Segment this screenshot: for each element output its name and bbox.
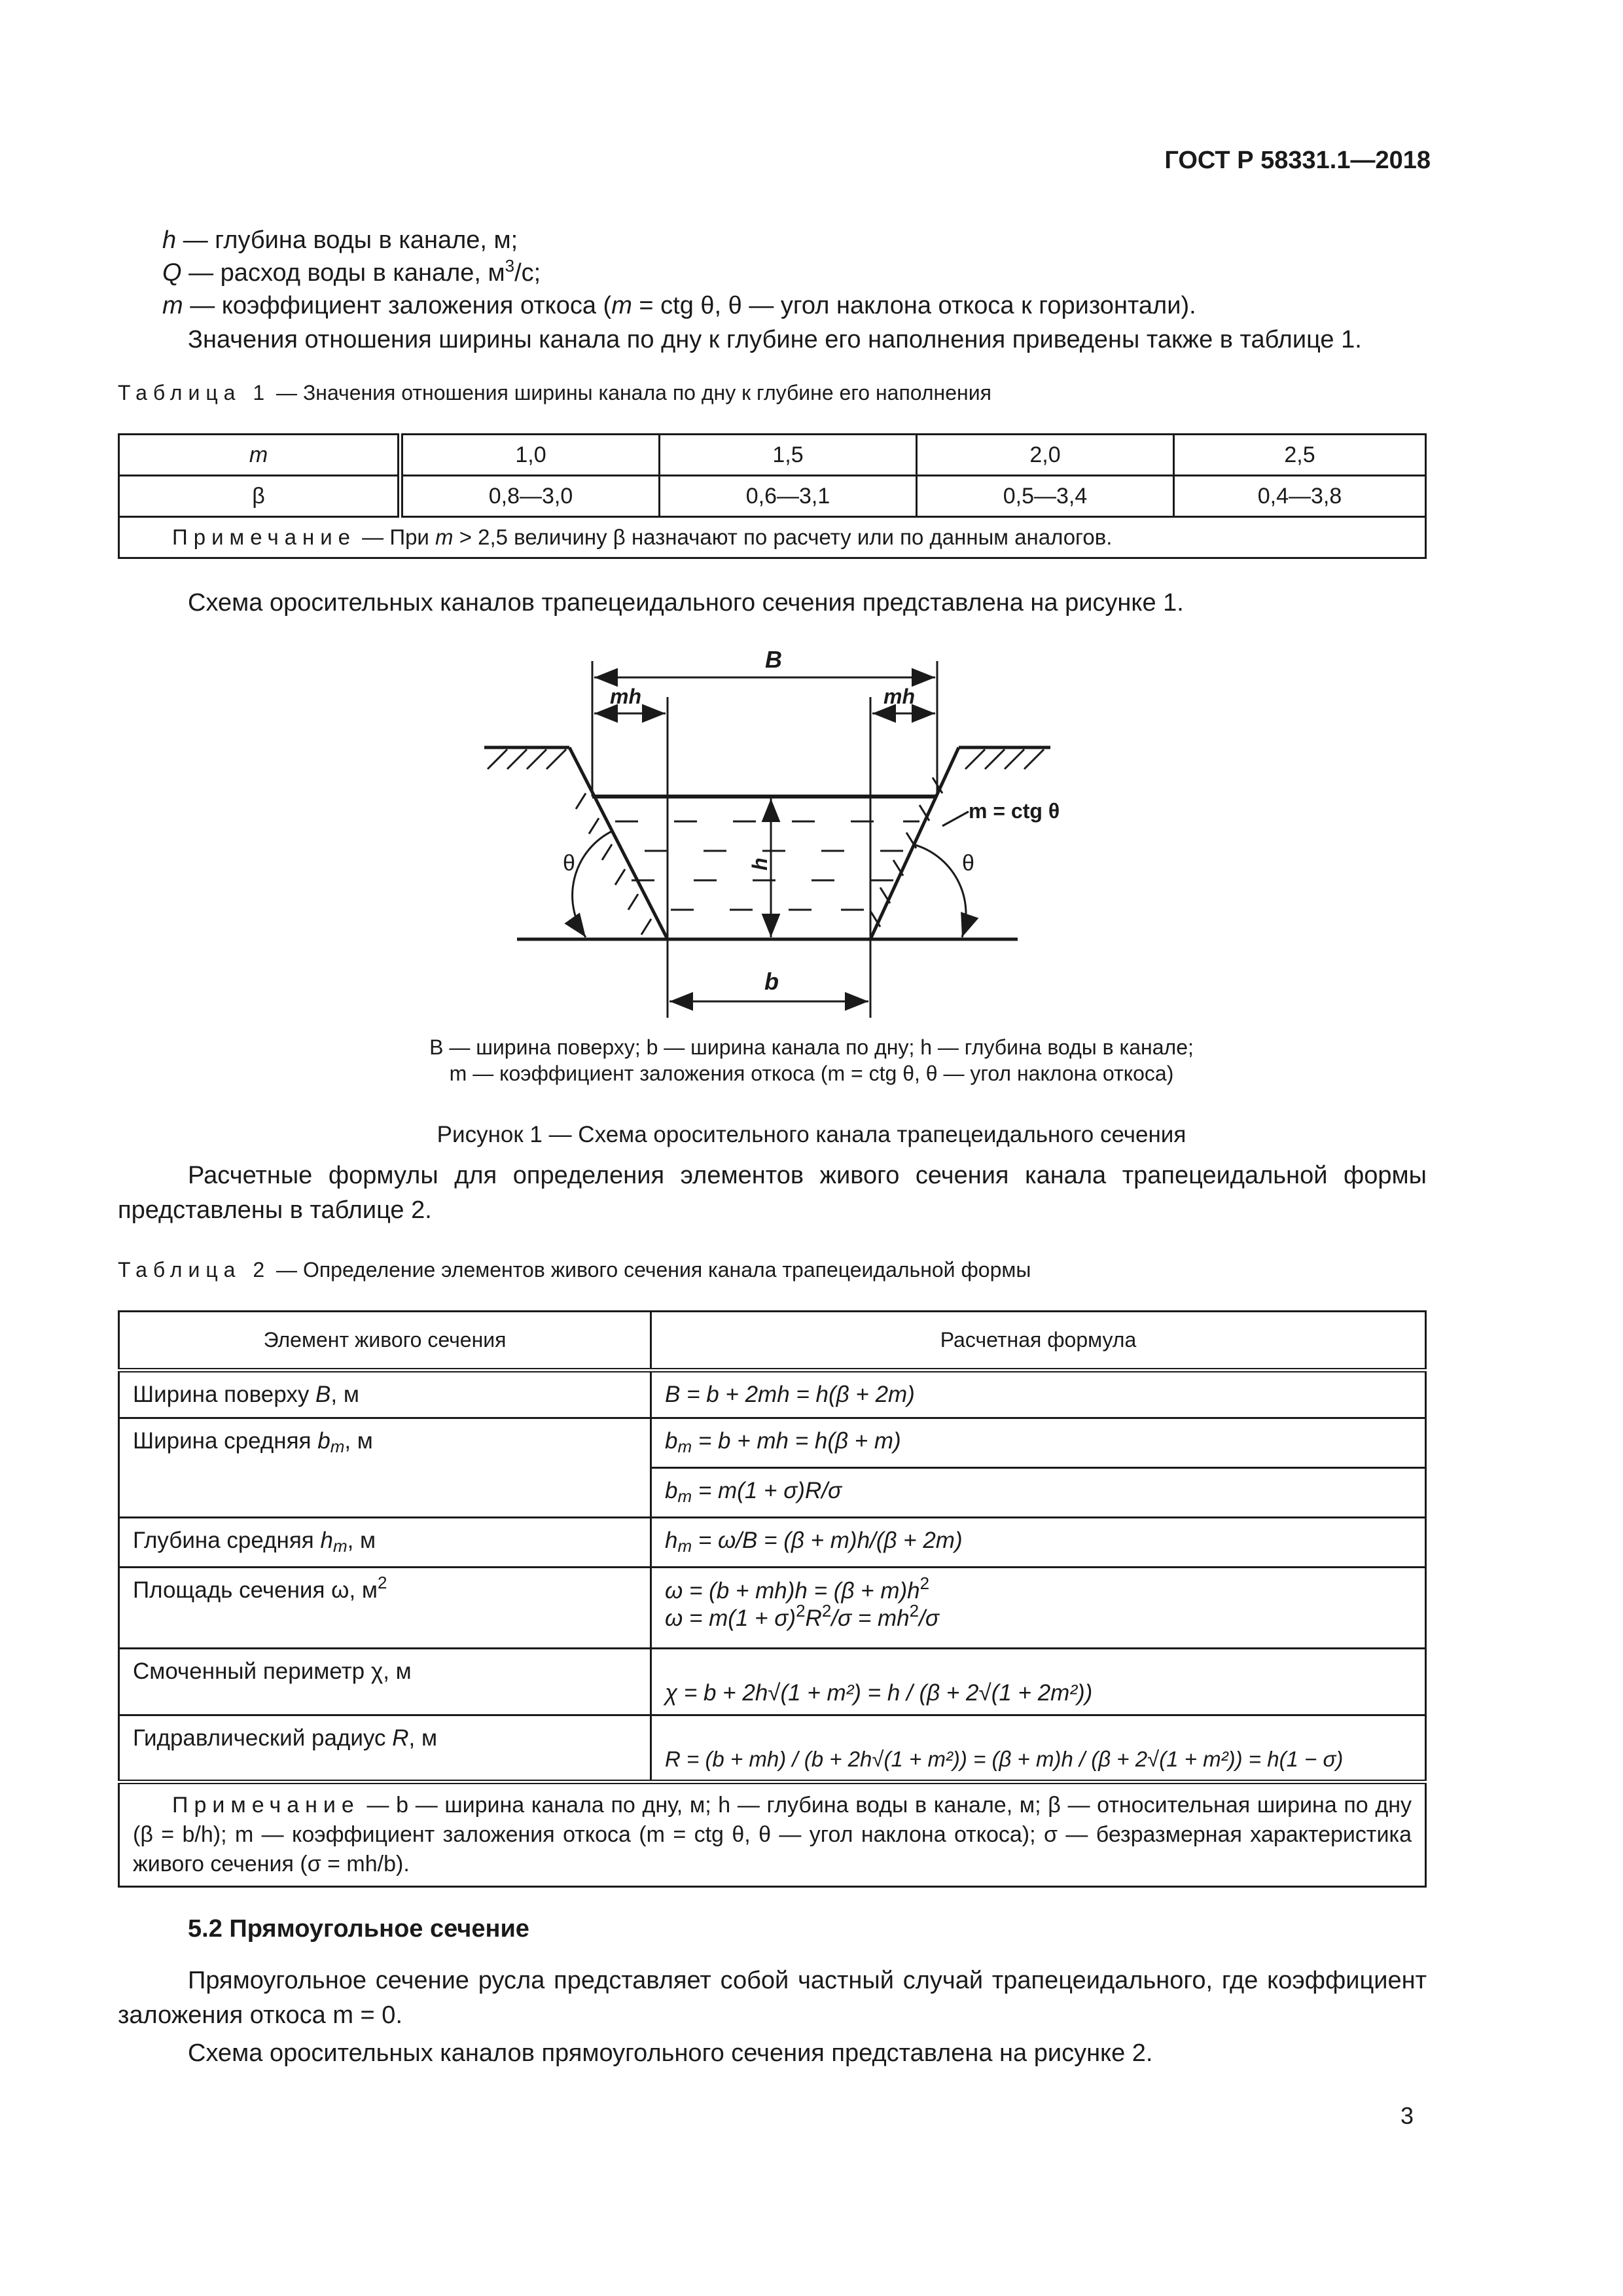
definition-m-tail: = ctg θ, θ — угол наклона откоса к горизонтали). — [632, 292, 1196, 319]
table-row — [119, 1649, 1426, 1715]
symbol-m: m — [162, 292, 183, 319]
label-theta-left: θ — [563, 851, 575, 876]
r2-f1-sym: b — [665, 1428, 678, 1454]
table1-note-sym: m — [435, 525, 454, 549]
r2-f2-sub: m — [677, 1486, 692, 1506]
r4-f2d: /σ — [919, 1605, 939, 1631]
r2-unit: , м — [344, 1428, 373, 1454]
table2-caption — [118, 1258, 1031, 1282]
page-number: 3 — [1400, 2102, 1414, 2129]
r3-formula: = ω/B = (β + m)h/(β + 2m) — [692, 1528, 963, 1553]
r6-sym: R — [392, 1725, 409, 1751]
table-row — [119, 1715, 1426, 1782]
r3-sub: m — [332, 1536, 348, 1556]
r6-unit: , м — [408, 1725, 438, 1751]
r4-sup: 2 — [377, 1573, 387, 1592]
table2-formula-R — [651, 1715, 1426, 1782]
paragraph-3: Расчетные формулы для определения элементов живого сечения канала трапецеидальной формы представлены в таблице 2. — [118, 1162, 1427, 1224]
table1-note-label: Примечание — [172, 525, 357, 549]
table1-cell: 1,5 — [660, 435, 917, 476]
table2-note-row — [119, 1782, 1426, 1887]
table1-cell: 2,0 — [917, 435, 1174, 476]
label-h: h — [748, 857, 772, 870]
r4-f2-sup1: 2 — [796, 1601, 806, 1621]
hatch-slope-left — [576, 793, 651, 935]
section-title: 5.2 Прямоугольное сечение — [188, 1915, 529, 1943]
definition-q-sup: 3 — [505, 256, 515, 276]
r2-sym: b — [317, 1428, 330, 1454]
table2-name-chi: Смоченный периметр χ, м — [119, 1649, 651, 1715]
label-theta-right: θ — [962, 851, 974, 876]
table2-formula-chi — [651, 1649, 1426, 1715]
table1-caption-label: Таблица 1 — [118, 381, 271, 404]
table2-formula-bm-2 — [651, 1468, 1426, 1518]
label-B: B — [765, 646, 782, 673]
definition-m-text: — коэффициент заложения откоса ( — [183, 292, 612, 319]
r3-unit: , м — [347, 1528, 376, 1553]
r1-sym: B — [315, 1382, 331, 1407]
table2-head-formula: Расчетная формула — [651, 1312, 1426, 1371]
r4-name: Площадь сечения ω, м — [133, 1577, 378, 1603]
table1-note-a: — При — [356, 525, 436, 549]
table2-caption-label: Таблица 2 — [118, 1258, 271, 1282]
figure1-legend-1: B — ширина поверху; b — ширина канала по дну; h — глубина воды в канале; — [429, 1035, 1194, 1059]
leader-m — [942, 812, 969, 826]
r2-formula-1: = b + mh = h(β + m) — [692, 1428, 901, 1454]
r3-name: Глубина средняя — [133, 1528, 321, 1553]
r1-name: Ширина поверху — [133, 1382, 316, 1407]
r4-f2c: /σ = mh — [831, 1605, 910, 1631]
table1-caption-text: — Значения отношения ширины канала по дну к глубине его наполнения — [270, 381, 991, 404]
r1-formula: B = b + 2mh = h(β + 2m) — [665, 1382, 915, 1407]
table-row — [119, 1418, 1426, 1468]
r3-f-sub: m — [677, 1536, 692, 1556]
definition-q-tail: /с; — [514, 259, 541, 287]
table2-formula-bm-1 — [651, 1418, 1426, 1468]
r4-f2-sup3: 2 — [909, 1601, 919, 1621]
figure1-legend-2: m — коэффициент заложения откоса (m = ctg θ, θ — угол наклона откоса) — [449, 1062, 1174, 1085]
extension-lines — [592, 661, 937, 1018]
paragraph-1: Значения отношения ширины канала по дну к глубине его наполнения приведены также в таблице 1. — [188, 326, 1362, 353]
r2-f2-sym: b — [665, 1478, 678, 1503]
table2-note — [119, 1782, 1426, 1887]
table2-name-hm — [119, 1518, 651, 1568]
label-m-ctg: m = ctg θ — [969, 799, 1060, 823]
r2-sub: m — [330, 1437, 345, 1456]
figure1-caption: Рисунок 1 — Схема оросительного канала трапецеидального сечения — [437, 1122, 1186, 1147]
angle-arc-left — [573, 831, 612, 937]
table1-note-b: > 2,5 величину β назначают по расчету или по данным аналогов. — [453, 525, 1113, 549]
r4-formula-1: ω = (b + mh)h = (β + m)h — [665, 1578, 920, 1604]
slope-left — [569, 747, 668, 939]
label-mh-left: mh — [610, 685, 641, 708]
table2-header-row — [119, 1312, 1426, 1371]
paragraph-2: Схема оросительных каналов трапецеидального сечения представлена на рисунке 1. — [188, 589, 1184, 617]
document-id: ГОСТ Р 58331.1—2018 — [1164, 147, 1431, 174]
table2-note-label: Примечание — [172, 1793, 360, 1818]
label-b: b — [764, 968, 779, 995]
paragraph-4: Прямоугольное сечение русла представляет собой частный случай трапецеидального, где коэффициент заложения откоса m = 0. — [118, 1967, 1427, 2029]
table2-name-omega — [119, 1568, 651, 1649]
table-row — [119, 1518, 1426, 1568]
table1-head-m-text: m — [249, 442, 268, 467]
symbol-h: h — [162, 226, 177, 254]
r2-name: Ширина средняя — [133, 1428, 318, 1454]
definition-q-text: — расход воды в канале, м — [181, 259, 505, 287]
table2-formula-B — [651, 1371, 1426, 1418]
r6-name: Гидравлический радиус — [133, 1725, 393, 1751]
table2-note-text: — b — ширина канала по дну, м; h — глубина воды в канале, м; β — относительная ширина по дну (β = b/h); m — коэффициент заложения откоса (m = ctg θ, θ — угол наклона откоса); σ — безразмерная характеристика живого сечения (σ = mh/b). — [133, 1793, 1412, 1876]
r3-sym: h — [320, 1528, 333, 1553]
r5-formula: χ = b + 2h√(1 + m²) = h / (β + 2√(1 + 2m²)) — [665, 1680, 1093, 1706]
r4-f2a: ω = m(1 + σ) — [665, 1605, 796, 1631]
r2-f1-sub: m — [677, 1437, 692, 1456]
symbol-m-inline: m — [611, 292, 632, 319]
r4-f2b: R — [805, 1605, 822, 1631]
table1-cell: 1,0 — [401, 435, 660, 476]
table1-head-beta: β — [119, 476, 401, 517]
r4-f1-sup: 2 — [919, 1573, 930, 1593]
r4-f2-sup2: 2 — [821, 1601, 832, 1621]
table1-cell: 0,5—3,4 — [917, 476, 1174, 517]
label-mh-right: mh — [883, 685, 915, 708]
table-2 — [118, 1310, 1427, 1888]
table1-cell: 0,6—3,1 — [660, 476, 917, 517]
table2-name-R — [119, 1715, 651, 1782]
table1-cell: 0,4—3,8 — [1174, 476, 1426, 517]
slope-right — [870, 747, 959, 939]
symbol-q: Q — [162, 259, 182, 287]
r2-formula-2: = m(1 + σ)R/σ — [692, 1478, 842, 1503]
table1-cell: 2,5 — [1174, 435, 1426, 476]
r1-unit: , м — [330, 1382, 359, 1407]
table2-caption-text: — Определение элементов живого сечения канала трапецеидальной формы — [270, 1258, 1031, 1282]
angle-arc-right — [913, 844, 966, 937]
table-row — [119, 1568, 1426, 1649]
definition-h-text: — глубина воды в канале, м; — [176, 226, 518, 254]
table-row — [119, 1371, 1426, 1418]
table2-formula-omega — [651, 1568, 1426, 1649]
figure-1-diagram — [0, 0, 1623, 1021]
table2-formula-hm — [651, 1518, 1426, 1568]
table2-head-element: Элемент живого сечения — [119, 1312, 651, 1371]
paragraph-5: Схема оросительных каналов прямоугольного сечения представлена на рисунке 2. — [188, 2039, 1153, 2067]
table2-name-B — [119, 1371, 651, 1418]
table2-name-bm — [119, 1418, 651, 1518]
table1-cell: 0,8—3,0 — [401, 476, 660, 517]
r3-f-sym: h — [665, 1528, 678, 1553]
r6-formula: R = (b + mh) / (b + 2h√(1 + m²)) = (β + m)h / (β + 2√(1 + m²)) = h(1 − σ) — [665, 1747, 1344, 1771]
